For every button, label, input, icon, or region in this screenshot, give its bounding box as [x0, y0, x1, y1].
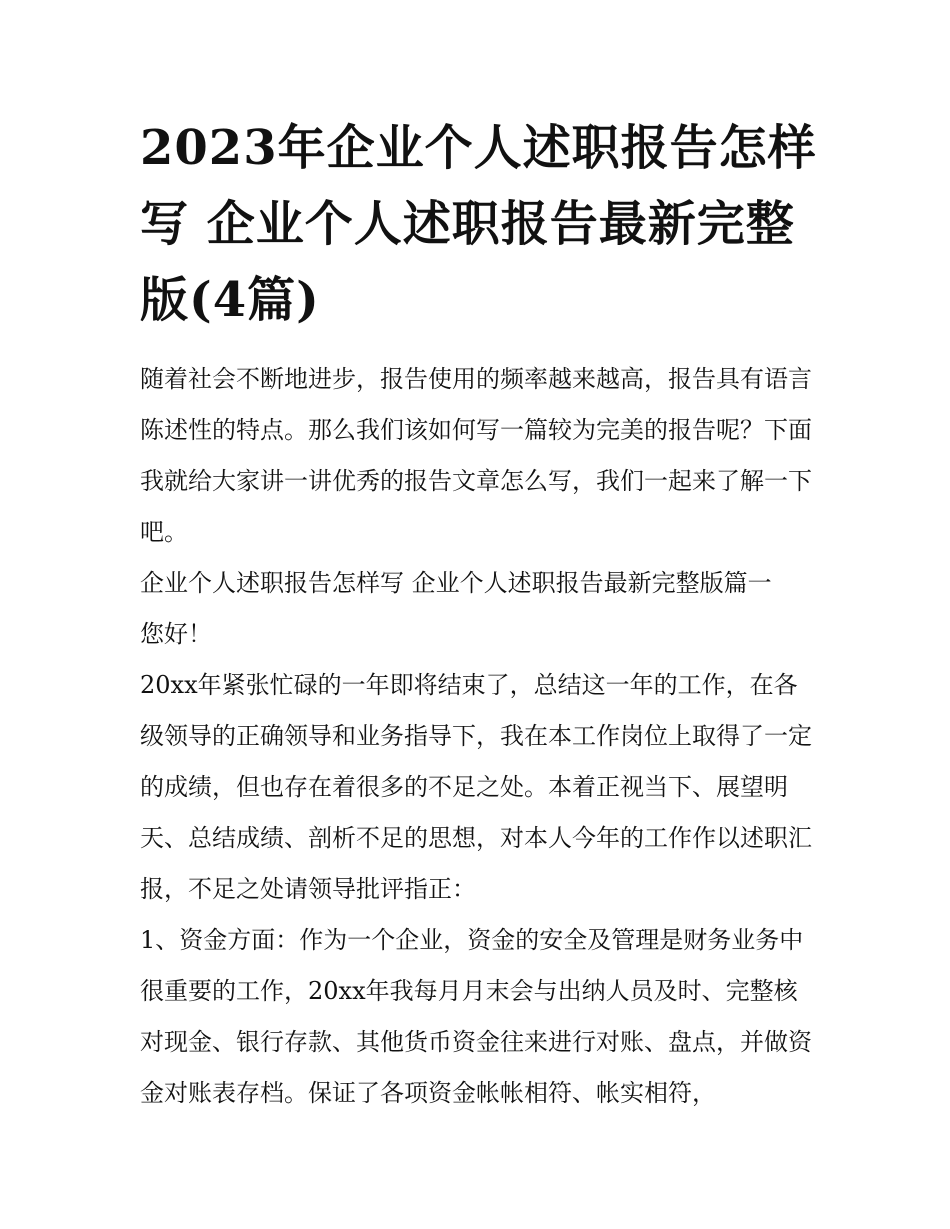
intro-paragraph: 随着社会不断地进步，报告使用的频率越来越高，报告具有语言陈述性的特点。那么我们该如何写一篇较为完美的报告呢？下面我就给大家讲一讲优秀的报告文章怎么写，我们一起来了解一下吧。 [140, 365, 812, 546]
summary-paragraph: 20xx年紧张忙碌的一年即将结束了，总结这一年的工作，在各级领导的正确领导和业务指导下，我在本工作岗位上取得了一定的成绩，但也存在着很多的不足之处。本着正视当下、展望明天、总结成绩、剖析不足的思想，对本人今年的工作作以述职汇报，不足之处请领导批评指正： [140, 671, 812, 903]
document-body [140, 354, 820, 1119]
document-title: 2023年企业个人述职报告怎样写 企业个人述职报告最新完整版(4篇) [140, 120, 817, 328]
greeting-paragraph: 您好！ [140, 620, 212, 648]
section-heading: 企业个人述职报告怎样写 企业个人述职报告最新完整版篇一 [140, 569, 772, 597]
funds-paragraph: 1、资金方面：作为一个企业，资金的安全及管理是财务业务中很重要的工作，20xx年我每月月末会与出纳人员及时、完整核对现金、银行存款、其他货币资金往来进行对账、盘点，并做资金对账表存档。保证了各项资金帐帐相符、帐实相符， [140, 926, 812, 1107]
